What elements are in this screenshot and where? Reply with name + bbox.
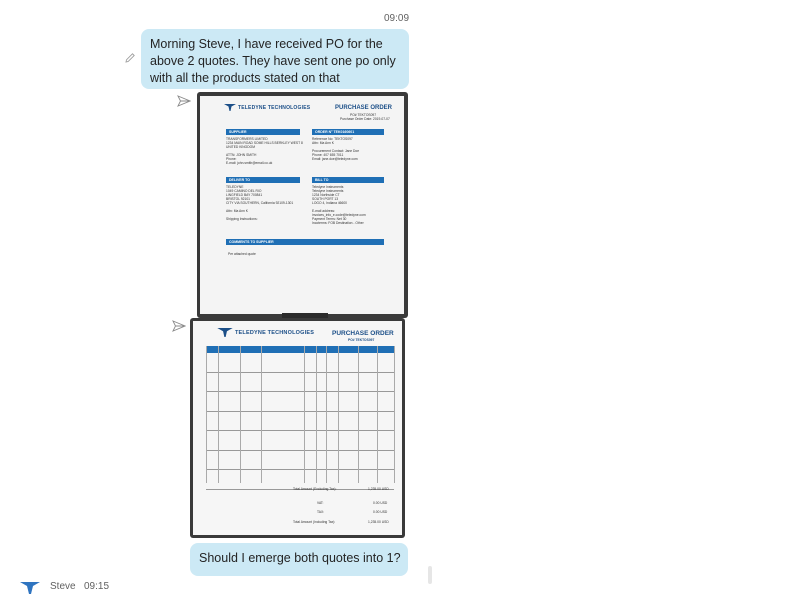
tax-value: 0.00 USD [373, 510, 388, 514]
section-bill-header: BILL TO [312, 177, 384, 183]
sent-status-icon [177, 95, 191, 107]
bill-line: SOUTH PORT 13 [312, 197, 339, 201]
message-text: Should I emerge both quotes into 1? [199, 551, 401, 565]
order-line: Phone: 407 655 7011 [312, 153, 344, 157]
supplier-line: 1234 MAIN ROAD SOME HILLS BERKLEY WEST 8 [226, 141, 303, 145]
document-preview [193, 321, 402, 535]
teledyne-logo-icon [224, 104, 236, 111]
avatar[interactable] [18, 578, 42, 594]
bill-line: Teledyne Instruments [312, 185, 344, 189]
line-items-table [206, 346, 394, 490]
bill-line: Payment Terms: Net 30 [312, 217, 347, 221]
po-title: PURCHASE ORDER [335, 105, 393, 111]
order-line: Attn: Ma Ann K [312, 141, 334, 145]
table-row [206, 353, 394, 373]
attachment-po-page-1[interactable] [197, 92, 408, 318]
edit-icon[interactable] [124, 52, 136, 64]
table-row [206, 451, 394, 471]
total-excl-label: Total Amount (Excluding Tax): [293, 487, 337, 491]
vat-label: VAT: [317, 501, 324, 505]
supplier-line: TRANSFORMERS LIMITED [226, 137, 268, 141]
section-order-header: ORDER N° TEK0160601 [312, 129, 384, 135]
message-bubble[interactable] [190, 543, 408, 576]
po-title: PURCHASE ORDER [332, 330, 394, 337]
supplier-line: ATTN: JOHN SMITH [226, 153, 257, 157]
deliver-line: Attn: Ma Ann K [226, 209, 248, 213]
message-bubble[interactable] [141, 29, 409, 89]
teledyne-logo-icon [217, 328, 233, 337]
deliver-line: BRISTOL 92101 [226, 197, 251, 201]
document-preview [200, 96, 404, 314]
vat-value: 0.00 USD [373, 501, 388, 505]
supplier-line: UNITED KINGDOM [226, 145, 255, 149]
logo-text: TELEDYNE TECHNOLOGIES [238, 105, 311, 111]
deliver-line: CITY VIA SOUTHERN, California 92109-1301 [226, 201, 294, 205]
total-excl-value: 1,235.00 USD [368, 487, 389, 491]
po-number: PO# TEKTOS097 [348, 338, 375, 342]
comments-text: Per attached quote [228, 252, 256, 256]
bill-line: Incoterms: FOB Destination - Other [312, 221, 364, 225]
deliver-line: Shipping Instructions: [226, 217, 258, 221]
order-line: Email: jane.doe@teledyne.com [312, 157, 358, 161]
timestamp-top: 09:09 [384, 13, 410, 24]
po-number: PO# TEKTOS097 [350, 113, 377, 117]
table-row [206, 412, 394, 432]
bill-line: 1234 Northside CT [312, 193, 340, 197]
bill-line: invoices_info_e.code@teledyne.com [312, 213, 366, 217]
section-comments-header: COMMENTS TO SUPPLIER [226, 239, 384, 245]
scrollbar[interactable] [428, 566, 432, 584]
deliver-line: 1049 CAMINO DEL RIO [226, 189, 262, 193]
sent-status-icon [172, 320, 186, 332]
deliver-line: TELEDYNE [226, 185, 244, 189]
supplier-line: E-mail: john.smith@email.co.uk [226, 161, 273, 165]
deliver-line: LINGFIELD BAY 700841 [226, 193, 263, 197]
po-date: Purchase Order Date: 2019-07-07 [340, 117, 390, 121]
table-row [206, 431, 394, 451]
sender-name: Steve [50, 581, 76, 592]
bill-line: LOGO 4, Indiana 46600 [312, 201, 348, 205]
bill-line: Teledyne Instruments [312, 189, 344, 193]
order-line: Reference No: TEKTOS097 [312, 137, 353, 141]
message-text: Morning Steve, I have received PO for the above 2 quotes. They have sent one po only with all the products stated on that [150, 37, 396, 85]
table-header [206, 346, 394, 353]
supplier-line: Phone: [226, 157, 237, 161]
section-supplier-header: SUPPLIER [226, 129, 300, 135]
table-row [206, 373, 394, 393]
section-deliver-header: DELIVER TO [226, 177, 300, 183]
order-line: Procurement Contact: Jane Doe [312, 149, 360, 153]
attachment-po-page-2[interactable] [190, 318, 405, 538]
bill-line: E-mail address: [312, 209, 335, 213]
message-time: 09:15 [84, 581, 110, 592]
tax-label: TAX: [317, 510, 325, 514]
logo-text: TELEDYNE TECHNOLOGIES [235, 330, 315, 336]
total-incl-value: 1,235.00 USD [368, 520, 389, 524]
table-row [206, 392, 394, 412]
total-incl-label: Total Amount (Including Tax): [293, 520, 336, 524]
